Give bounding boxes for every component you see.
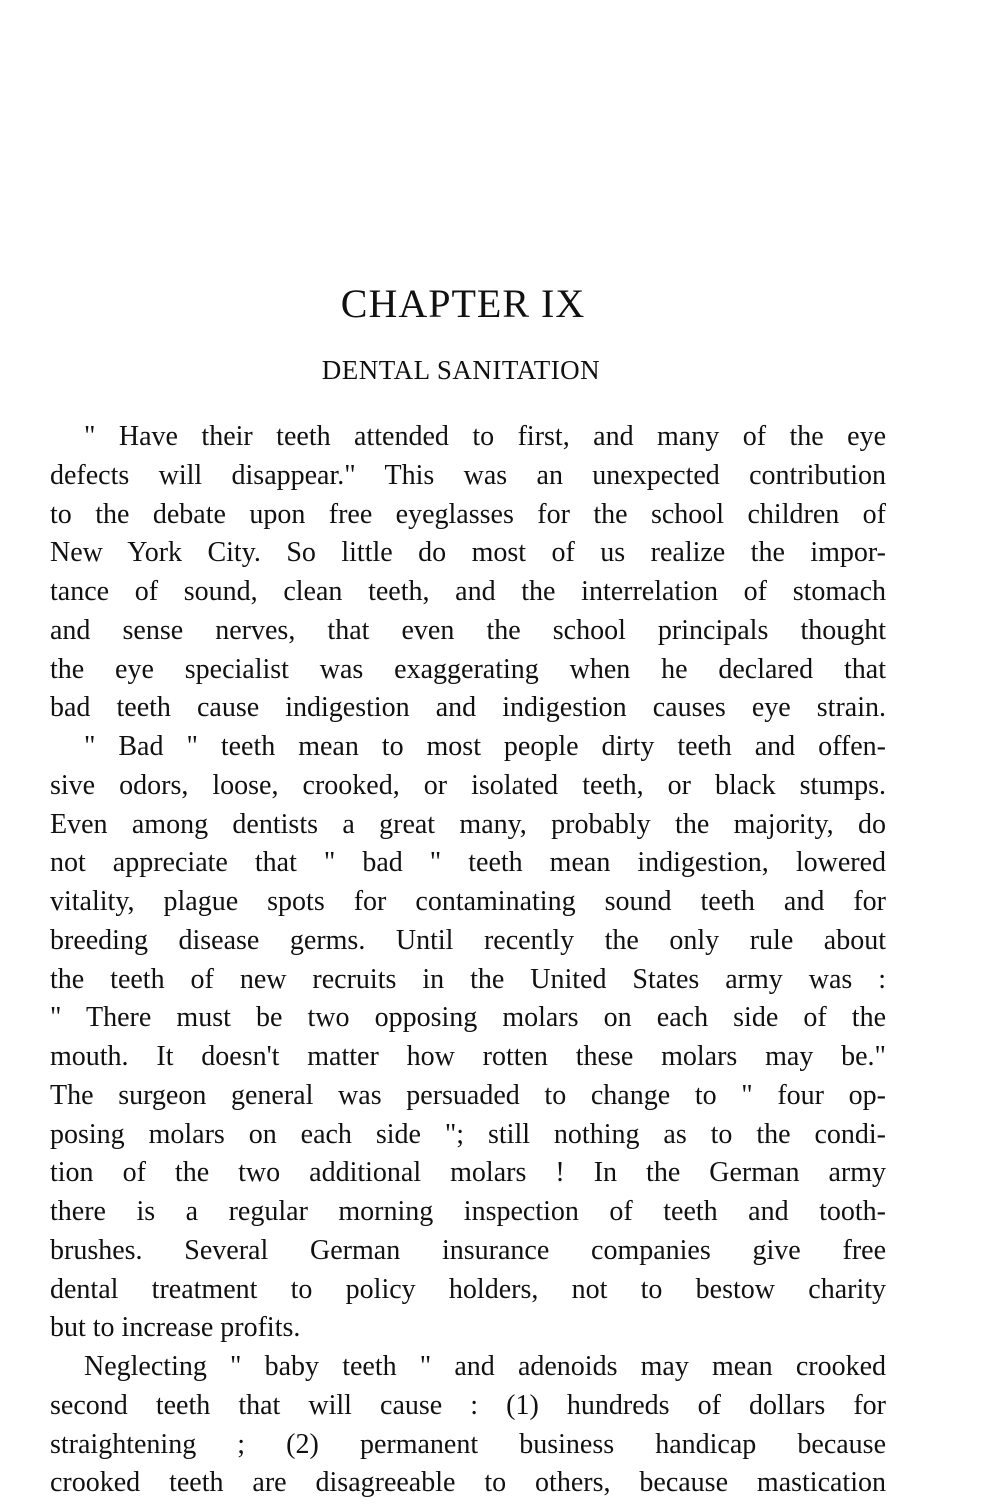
paragraph (50, 1348, 886, 1503)
text-line: sive odors, loose, crooked, or isolated teeth, or black stumps. (50, 769, 886, 801)
text-line: and sense nerves, that even the school principals thought (50, 614, 886, 646)
text-line: breeding disease germs. Until recently the only rule about (50, 924, 886, 956)
text-line: bad teeth cause indigestion and indigestion causes eye strain. (50, 692, 886, 724)
text-line: vitality, plague spots for contaminating sound teeth and for (50, 886, 886, 917)
text-line: tion of the two additional molars ! In the German army (50, 1157, 886, 1189)
body-text (50, 418, 886, 1503)
text-line: " There must be two opposing molars on each side of the (50, 1002, 886, 1034)
text-line: Neglecting " baby teeth " and adenoids may mean crooked (84, 1351, 886, 1382)
text-line: tance of sound, clean teeth, and the interrelation of stomach (50, 576, 886, 607)
text-line: defects will disappear." This was an unexpected contribution (50, 459, 886, 491)
text-line: " Have their teeth attended to first, and many of the eye (84, 421, 886, 452)
text-line: Even among dentists a great many, probably the majority, do (50, 808, 886, 840)
text-line: dental treatment to policy holders, not to bestow charity (50, 1273, 886, 1305)
text-line: brushes. Several German insurance companies give free (50, 1234, 886, 1266)
text-line: the teeth of new recruits in the United States army was : (50, 963, 886, 995)
paragraph (50, 728, 886, 1348)
text-line: The surgeon general was persuaded to change to " four op- (50, 1079, 886, 1111)
text-line: New York City. So little do most of us realize the impor- (50, 537, 886, 569)
text-line: but to increase profits. (50, 1312, 301, 1344)
section-title: DENTAL SANITATION (321, 355, 601, 385)
text-line: posing molars on each side "; still nothing as to the condi- (50, 1118, 886, 1150)
paragraph (50, 418, 886, 728)
text-line: crooked teeth are disagreeable to others, because mastication (50, 1467, 886, 1499)
text-line: to the debate upon free eyeglasses for the school children of (50, 498, 886, 530)
chapter-title: CHAPTER IX (340, 281, 586, 326)
text-line: mouth. It doesn't matter how rotten these molars may be." (50, 1041, 886, 1072)
text-line: " Bad " teeth mean to most people dirty teeth and offen- (84, 731, 886, 762)
text-line: second teeth that will cause : (1) hundreds of dollars for (50, 1389, 886, 1421)
text-line: straightening ; (2) permanent business handicap because (50, 1428, 886, 1460)
text-line: there is a regular morning inspection of teeth and tooth- (50, 1196, 886, 1227)
text-line: not appreciate that " bad " teeth mean indigestion, lowered (50, 847, 886, 879)
text-line: the eye specialist was exaggerating when he declared that (50, 653, 886, 685)
